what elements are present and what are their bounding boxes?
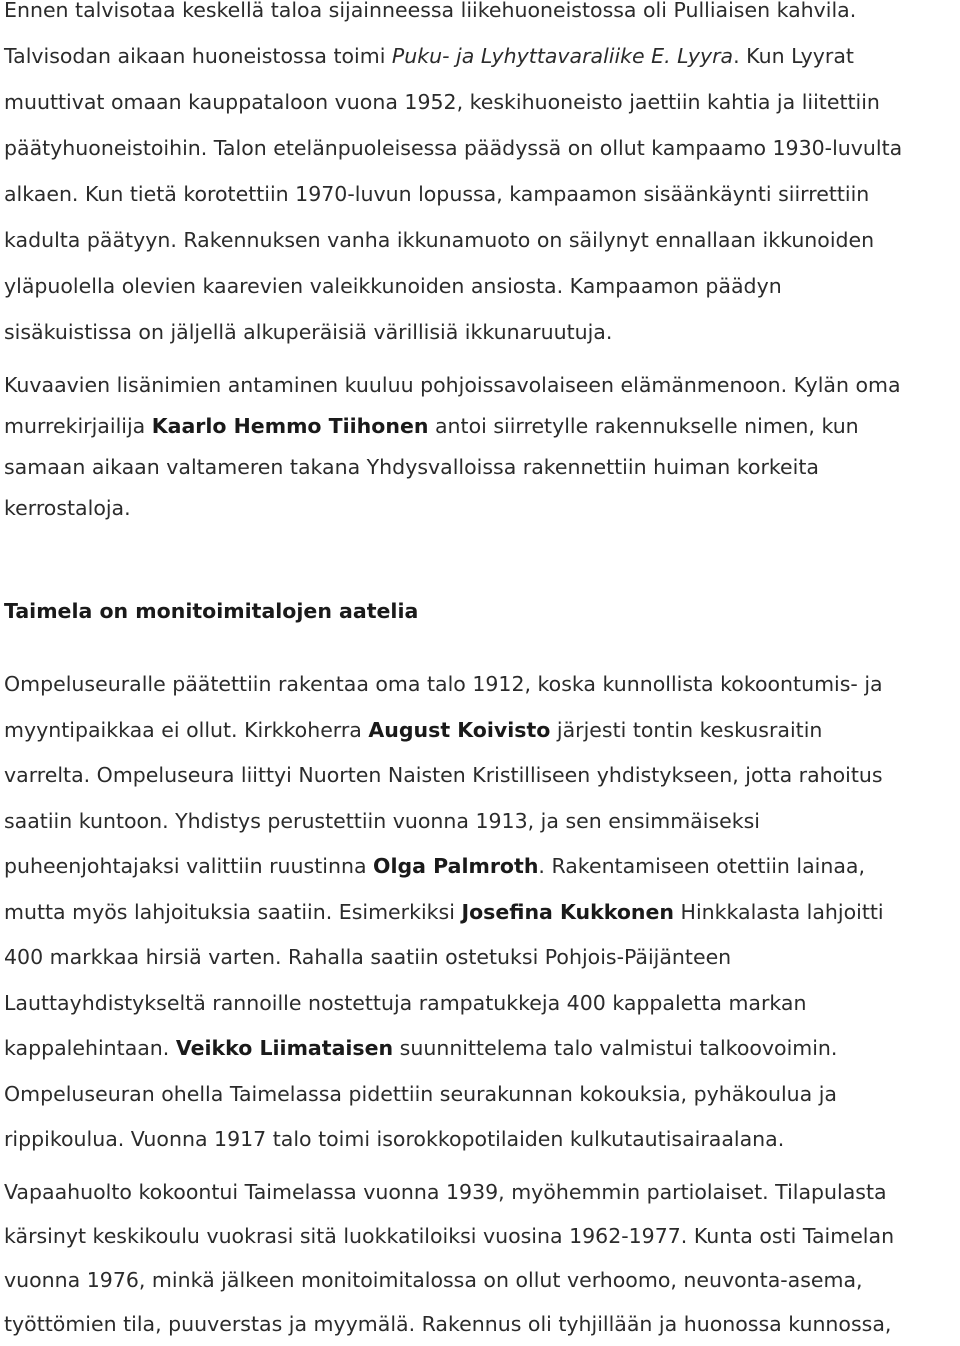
text-line: varrelta. Ompeluseura liittyi Nuorten Naisten Kristilliseen yhdistykseen, jotta rahoitus [4, 763, 883, 787]
text-line: kerrostaloja. [4, 496, 131, 520]
text-segment: suunnittelema talo valmistui talkoovoimin. [393, 1036, 838, 1060]
text-segment: Hinkkalasta lahjoitti [674, 899, 884, 924]
text-line: työttömien tila, puuverstas ja myymälä. Rakennus oli tyhjillään ja huonossa kunnossa, [4, 1311, 892, 1336]
paragraph-vapaahuolto [4, 1170, 960, 1346]
text-segment: . Kun Lyyrat [733, 44, 854, 68]
text-line: Vapaahuolto kokoontui Taimelassa vuonna 1939, myöhemmin partiolaiset. Tilapulasta [4, 1179, 887, 1204]
text-line: päätyhuoneistoihin. Talon etelänpuoleisessa päädyssä on ollut kampaamo 1930-luvulta [4, 136, 903, 160]
bold-person-name: Josefina Kukkonen [461, 899, 675, 924]
bold-person-name: Kaarlo Hemmo Tiihonen [151, 414, 429, 438]
text-line: alkaen. Kun tietä korotettiin 1970-luvun lopussa, kampaamon sisäänkäynti siirrettiin [4, 182, 870, 206]
text-segment: Talvisodan aikaan huoneistossa toimi [4, 44, 392, 68]
paragraph-lisanimet [4, 365, 960, 529]
text-segment: antoi siirretylle rakennukselle nimen, kun [428, 414, 859, 438]
text-line: kadulta päätyyn. Rakennuksen vanha ikkunamuoto on säilynyt ennallaan ikkunoiden [4, 228, 875, 252]
text-line: 400 markkaa hirsiä varten. Rahalla saatiin ostetuksi Pohjois-Päijänteen [4, 945, 732, 969]
text-segment: järjesti tontin keskusraitin [550, 717, 823, 742]
text-line: Kuvaavien lisänimien antaminen kuuluu pohjoissavolaiseen elämänmenoon. Kylän oma [4, 373, 901, 397]
text-line: kärsinyt keskikoulu vuokrasi sitä luokkatiloiksi vuosina 1962-1977. Kunta osti Taimelan [4, 1223, 895, 1248]
text-segment: murrekirjailija [4, 414, 152, 438]
italic-shop-name: Puku- ja Lyhyttavaraliike E. Lyyra [391, 44, 734, 68]
text-line [4, 890, 960, 936]
text-line: rippikoulua. Vuonna 1917 talo toimi isorokkopotilaiden kulkutautisairaalana. [4, 1127, 785, 1151]
paragraph-ompeluseura [4, 662, 960, 1163]
bold-person-name: Veikko Liimataisen [175, 1036, 394, 1060]
text-line: yläpuolella olevien kaarevien valeikkunoiden ansiosta. Kampaamon päädyn [4, 274, 782, 298]
text-line: saatiin kuntoon. Yhdistys perustettiin vuonna 1913, ja sen ensimmäiseksi [4, 808, 760, 833]
text-line: Ompeluseuralle päätettiin rakentaa oma talo 1912, koska kunnollista kokoontumis- ja [4, 672, 883, 696]
text-line [4, 844, 960, 890]
text-line [4, 1026, 960, 1072]
text-line: Lauttayhdistykseltä rannoille nostettuja rampatukkeja 400 kappaletta markan [4, 990, 807, 1015]
text-line: sisäkuistissa on jäljellä alkuperäisiä värillisiä ikkunaruutuja. [4, 320, 613, 344]
text-line: muuttivat omaan kauppataloon vuona 1952, keskihuoneisto jaettiin kahtia ja liitettiin [4, 90, 880, 114]
paragraph-kahvila [4, 0, 960, 355]
text-segment: . Rakentamiseen otettiin lainaa, [538, 854, 865, 878]
text-line [4, 708, 960, 754]
text-segment: puheenjohtajaksi valittiin ruustinna [4, 854, 374, 878]
text-line: samaan aikaan valtameren takana Yhdysvalloissa rakennettiin huiman korkeita [4, 455, 819, 479]
text-line [4, 33, 960, 79]
text-segment: kappalehintaan. [4, 1036, 176, 1060]
text-line: vuonna 1976, minkä jälkeen monitoimitalossa on ollut verhoomo, neuvonta-asema, [4, 1267, 863, 1292]
text-line: Ompeluseuran ohella Taimelassa pidettiin seurakunnan kokouksia, pyhäkoulua ja [4, 1081, 837, 1106]
document-body [4, 0, 960, 1346]
section-heading: Taimela on monitoimitalojen aatelia [4, 599, 419, 623]
text-line [4, 406, 960, 447]
bold-person-name: Olga Palmroth [373, 854, 539, 878]
bold-person-name: August Koivisto [368, 717, 551, 742]
text-line: Ennen talvisotaa keskellä taloa sijainneessa liikehuoneistossa oli Pulliaisen kahvila. [4, 0, 857, 22]
text-segment: myyntipaikkaa ei ollut. Kirkkoherra [4, 717, 369, 742]
text-segment: mutta myös lahjoituksia saatiin. Esimerkiksi [4, 899, 462, 924]
